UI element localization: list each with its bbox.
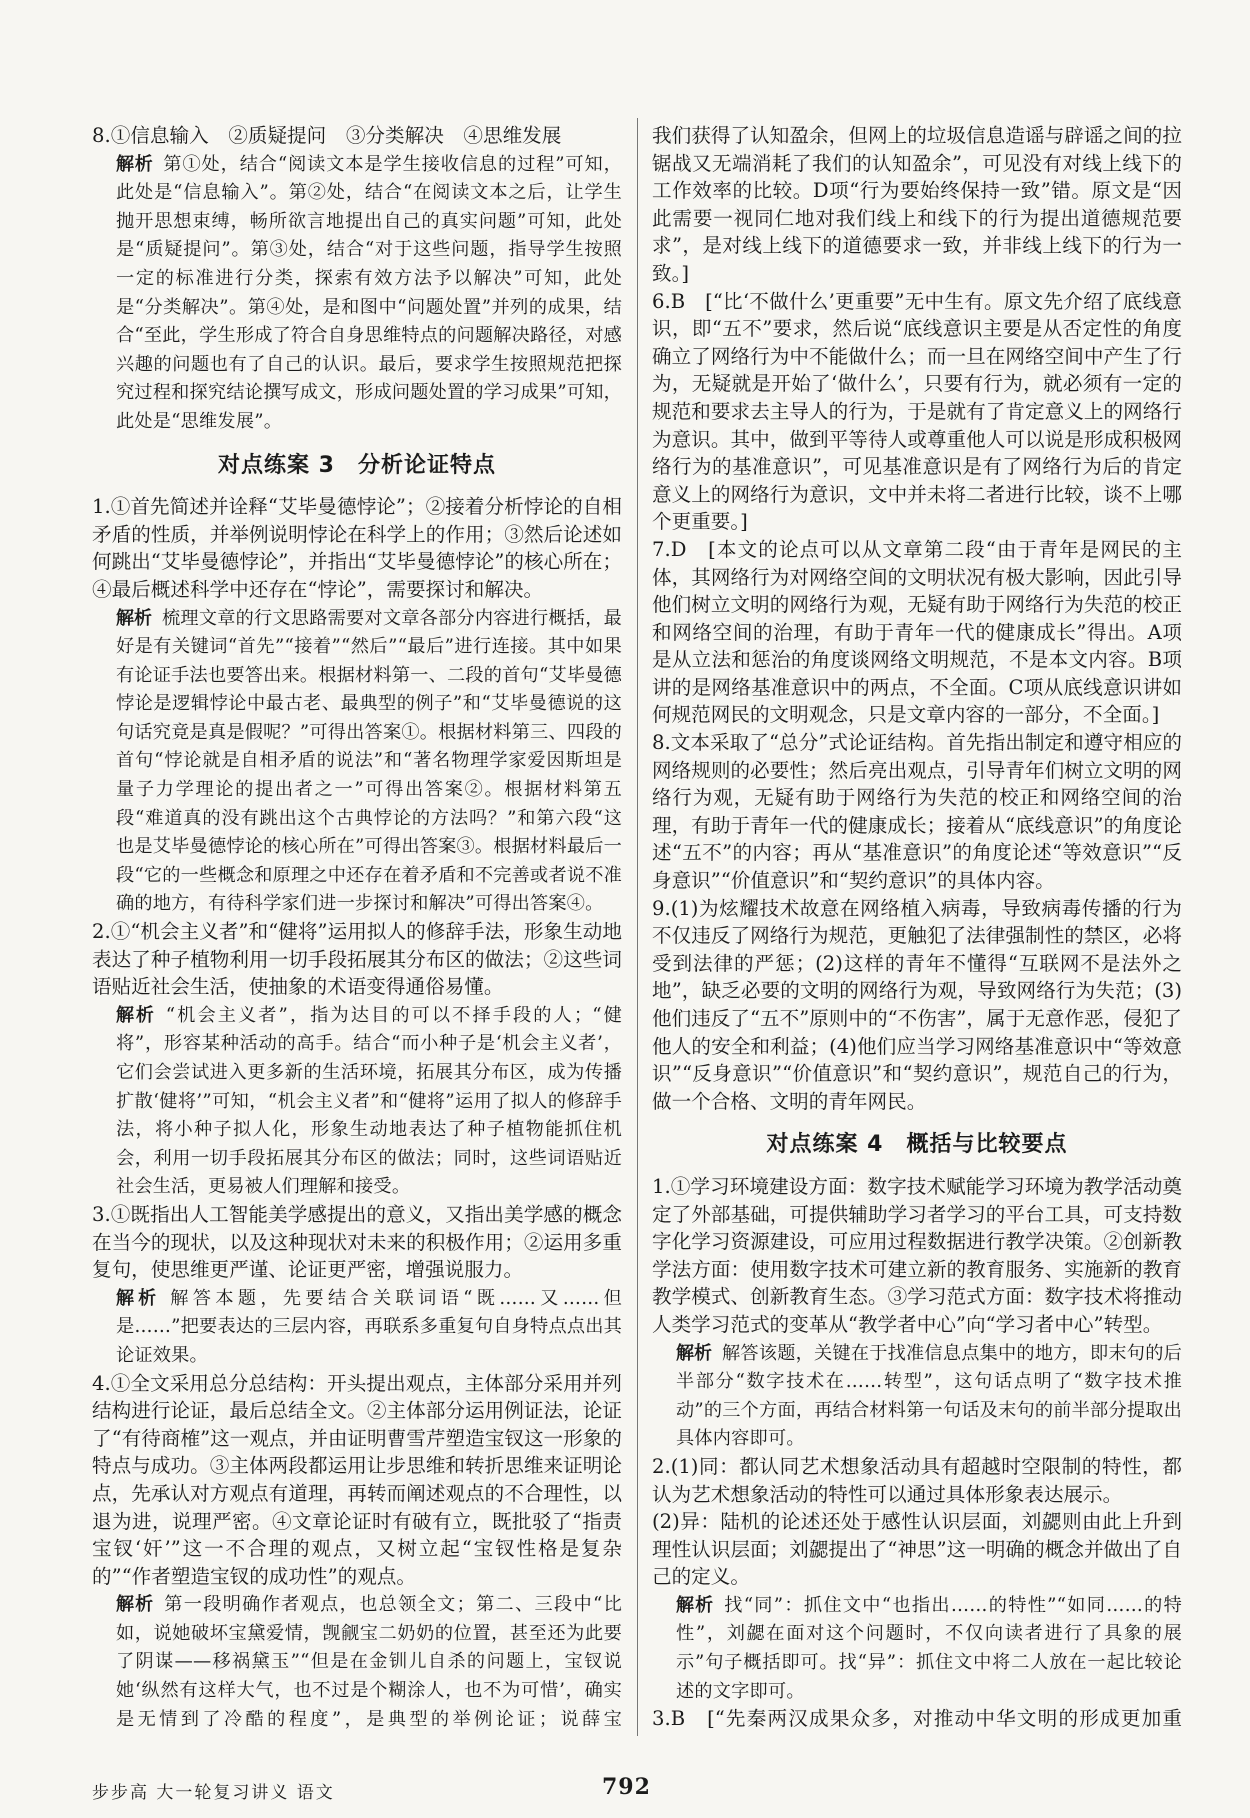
explanation-label: 解析 xyxy=(116,1004,156,1026)
answer-item: 8.文本采取了“总分”式论证结构。首先指出制定和遵守相应的网络规则的必要性；然后亮出观点，引导青年们树立文明的网络行为观，无疑有助于网络行为失范的校正和网络空间的治理，有助于青年一代的健康成长；接着从“底线意识”的角度论述“五不”的内容；再从“基准意识”的角度论述“等效意识”“反身意识”“价值意识”和“契约意识”的具体内容。 xyxy=(652,731,1182,893)
left-text-block xyxy=(92,122,622,1732)
explanation-text: 梳理文章的行文思路需要对文章各部分内容进行概括，最好是有关键词“首先”“接着”“然后”“最后”进行连接。其中如果有论证手法也要答出来。根据材料第一、二段的首句“艾毕曼德悖论是逻辑悖论中最古老、最典型的例子”和“艾毕曼德说的这句话究竟是真是假呢？”可得出答案①。根据材料第三、四段的首句“悖论就是自相矛盾的说法”和“著名物理学家爱因斯坦是量子力学理论的提出者之一”可得出答案②。根据材料第五段“难道真的没有跳出这个古典悖论的方法吗？”和第六段“这也是艾毕曼德悖论的核心所在”可得出答案③。根据材料最后一段“它的一些概念和原理之中还存在着矛盾和不完善或者说不准确的地方，有待科学家们进一步探讨和解决”可得出答案④。 xyxy=(116,607,622,915)
explanation-label: 解析 xyxy=(116,153,154,175)
answer-item: 3.①既指出人工智能美学感提出的意义，又指出美学感的概念在当今的现状，以及这种现状对未来的积极作用；②运用多重复句，使思维更严谨、论证更严密，增强说服力。 xyxy=(92,1202,622,1282)
answer-item: 6.B [“比‘不做什么’更重要”无中生有。原文先介绍了底线意识，即“五不”要求，然后说“底线意识主要是从否定性的角度确立了网络行为中不能做什么；而一旦在网络空间中产生了行为，无疑就是开始了‘做什么’，只要有行为，就必须有一定的规范和要求去主导人的行为，于是就有了肯定意义上的网络行为意识。其中，做到平等待人或尊重他人可以说是形成积极网络行为的基准意识”，可见基准意识是有了网络行为后的肯定意义上的网络行为意识，文中并未将二者进行比较，谈不上哪个更重要。] xyxy=(652,289,1182,534)
answer-item: (2)异：陆机的论述还处于感性认识层面，刘勰则由此上升到理性认识层面；刘勰提出了“神思”这一明确的概念并做出了自己的定义。 xyxy=(652,1510,1182,1589)
explanation-label: 解析 xyxy=(676,1342,713,1364)
explanation-text: 解答本题，先要结合关联词语“既……又……但是……”把要表达的三层内容，再联系多重复句自身特点点出其论证效果。 xyxy=(116,1287,622,1366)
right-column xyxy=(652,122,1182,1732)
left-column xyxy=(92,122,622,1732)
right-text-block xyxy=(652,122,1182,1732)
explanation-label: 解析 xyxy=(116,1594,155,1616)
explanation xyxy=(92,604,622,919)
answer-item: 2.(1)同：都认同艺术想象活动具有超越时空限制的特性，都认为艺术想象活动的特性可以通过具体形象表达展示。 xyxy=(652,1454,1182,1506)
section-heading: 对点练案 3 分析论证特点 xyxy=(218,452,496,478)
answer-item: 1.①首先简述并诠释“艾毕曼德悖论”；②接着分析悖论的自相矛盾的性质，并举例说明悖论在科学上的作用；③然后论述如何跳出“艾毕曼德悖论”，并指出“艾毕曼德悖论”的核心所在；④最后概述科学中还存在“悖论”，需要探讨和解决。 xyxy=(92,495,622,601)
explanation xyxy=(92,1590,622,1732)
answer-item: 9.(1)为炫耀技术故意在网络植入病毒，导致病毒传播的行为不仅违反了网络行为规范，更触犯了法律强制性的禁区，必将受到法律的严惩；(2)这样的青年不懂得“互联网不是法外之地”，缺乏必要的文明的网络行为观，导致网络行为失范；(3)他们违反了“五不”原则中的“不伤害”，属于无意作恶，侵犯了他人的安全和利益；(4)他们应当学习网络基准意识中“等效意识”“反身意识”“价值意识”和“契约意识”，规范自己的行为，做一个合格、文明的青年网民。 xyxy=(652,896,1182,1113)
explanation xyxy=(92,1001,622,1201)
explanation-label: 解析 xyxy=(676,1594,715,1616)
page-footer xyxy=(92,1774,1182,1808)
section-heading: 对点练案 4 概括与比较要点 xyxy=(766,1132,1068,1158)
explanation-text: “机会主义者”，指为达目的可以不择手段的人；“健将”，形容某种活动的高手。结合“而小种子是‘机会主义者’，它们会尝试进入更多新的生活环境，拓展其分布区，成为传播扩散‘健将’”可知，“机会主义者”和“健将”运用了拟人的修辞手法，将小种子拟人化，形象生动地表达了种子植物能抓住机会，利用一切手段拓展其分布区的做法；同时，这些词语贴近社会生活，更易被人们理解和接受。 xyxy=(116,1004,622,1198)
answer-item: 7.D [本文的论点可以从文章第二段“由于青年是网民的主体，其网络行为对网络空间的文明状况有极大影响，因此引导他们树立文明的网络行为观，无疑有助于网络行为失范的校正和网络空间的治理，有助于青年一代的健康成长”得出。A项是从立法和惩治的角度谈网络文明规范，不是本文内容。B项讲的是网络基准意识中的两点，不全面。C项从底线意识讲如何规范网民的文明观念，只是文章内容的一部分，不全面。] xyxy=(652,537,1182,727)
answer-item: 4.①全文采用总分总结构：开头提出观点，主体部分采用并列结构进行论证，最后总结全文。②主体部分运用例证法，论证了“有待商榷”这一观点，并由证明曹雪芹塑造宝钗这一形象的特点与成功。③主体两段都运用让步思维和转折思维来证明论点，先承认对方观点有道理，再转而阐述观点的不合理性，以退为进，说理严密。④文章论证时有破有立，既批驳了“指责宝钗‘奸’”这一不合理的观点，又树立起“宝钗性格是复杂的”“作者塑造宝钗的成功性”的观点。 xyxy=(92,1371,622,1588)
answer-item: 1.①学习环境建设方面：数字技术赋能学习环境为教学活动奠定了外部基础，可提供辅助学习者学习的平台工具，可支持数字化学习资源建设，可应用过程数据进行教学决策。②创新教学法方面：使用数字技术可建立新的教育服务、实施新的教育教学模式、创新教育生态。③学习范式方面：数字技术将推动人类学习范式的变革从“教学者中心”向“学习者中心”转型。 xyxy=(652,1174,1182,1336)
explanation-label: 解析 xyxy=(116,607,153,629)
explanation-text: 第一段明确作者观点，也总领全文；第二、三段中“比如，说她破坏宝黛爱情，觊觎宝二奶奶的位置，甚至还为此要了阴谋——移祸黛玉”“但是在金钏儿自杀的问题上，宝钗说她‘纵然有这样大气，也不过是个糊涂人，也不为可惜’，确实是无情到了冷酷的程度”，是典型的举例论证；说薛宝 xyxy=(116,1594,622,1730)
column-divider xyxy=(637,118,638,1736)
answer-item: 3.B [“先秦两汉成果众多，对推动中华文明的形成更加重 xyxy=(652,1707,1182,1731)
continued-answer: 我们获得了认知盈余，但网上的垃圾信息造谣与辟谣之间的拉锯战又无端消耗了我们的认知盈余”，可见没有对线上线下的工作效率的比较。D项“行为要始终保持一致”错。原文是“因此需要一视同仁地对我们线上和线下的行为提出道德规范要求”，是对线上线下的道德要求一致，并非线上线下的行为一致。] xyxy=(652,124,1182,285)
explanation xyxy=(92,1284,622,1370)
explanation-text: 第①处，结合“阅读文本是学生接收信息的过程”可知，此处是“信息输入”。第②处，结合“在阅读文本之后，让学生抛开思想束缚，畅所欲言地提出自己的真实问题”可知，此处是“质疑提问”。第③处，结合“对于这些问题，指导学生按照一定的标准进行分类，探索有效方法予以解决”可知，此处是“分类解决”。第④处，是和图中“问题处置”并列的成果，结合“至此，学生形成了符合自身思维特点的问题解决路径，对感兴趣的问题也有了自己的认识。最后，要求学生按照规范把探究过程和探究结论撰写成文，形成问题处置的学习成果”可知，此处是“思维发展”。 xyxy=(116,153,622,432)
explanation xyxy=(92,150,622,436)
book-title: 步步高 大一轮复习讲义 语文 xyxy=(92,1783,335,1803)
answer-item: 2.①“机会主义者”和“健将”运用拟人的修辞手法，形象生动地表达了种子植物利用一切手段拓展其分布区的做法；②这些词语贴近社会生活，使抽象的术语变得通俗易懂。 xyxy=(92,920,622,999)
explanation xyxy=(652,1339,1182,1453)
explanation xyxy=(652,1591,1182,1705)
explanation-text: 找“同”：抓住文中“也指出……的特性”“如同……的特性”，刘勰在面对这个问题时，不仅向读者进行了具象的展示”句子概括即可。找“异”：抓住文中将二人放在一起比较论述的文字即可。 xyxy=(676,1594,1182,1702)
explanation-text: 解答该题，关键在于找准信息点集中的地方，即末句的后半部分“数字技术在……转型”，这句话点明了“数字技术推动”的三个方面，再结合材料第一句话及末句的前半部分提取出具体内容即可。 xyxy=(676,1342,1182,1450)
page-number: 792 xyxy=(602,1774,651,1800)
explanation-label: 解析 xyxy=(116,1287,161,1309)
answer-item: 8.①信息输入 ②质疑提问 ③分类解决 ④思维发展 xyxy=(92,124,562,147)
